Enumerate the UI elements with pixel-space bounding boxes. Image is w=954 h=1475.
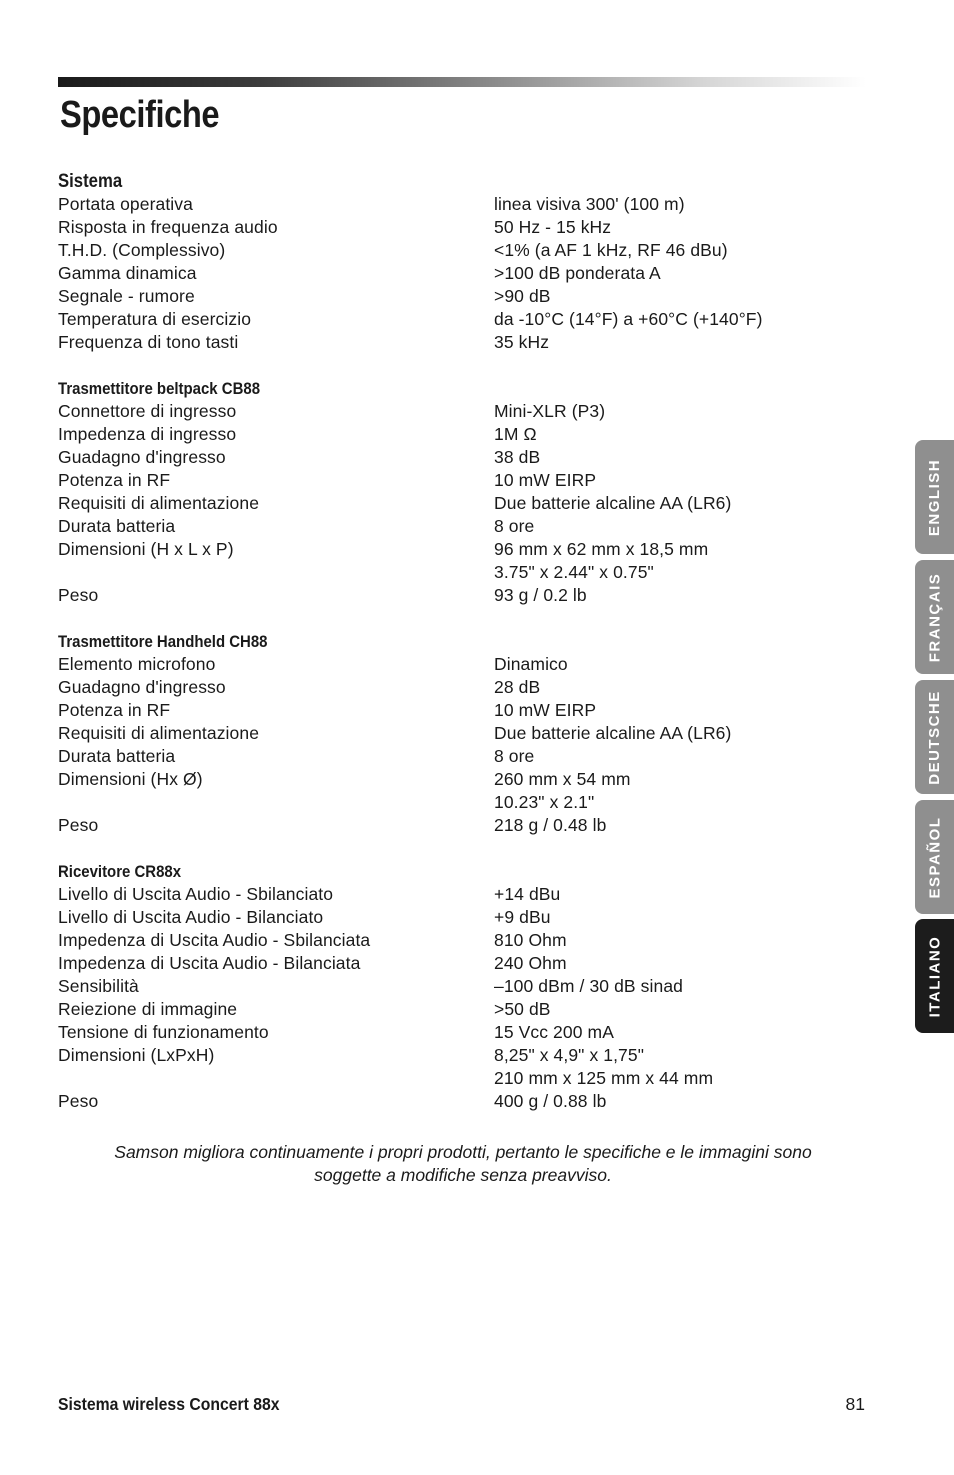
spec-row xyxy=(58,699,858,722)
spec-label: Impedenza di ingresso xyxy=(58,424,237,444)
spec-value: 8 ore xyxy=(494,746,535,766)
spec-row xyxy=(58,998,858,1021)
spec-value: Due batterie alcaline AA (LR6) xyxy=(494,493,732,513)
spec-label: Peso xyxy=(58,1091,99,1111)
spec-value: 93 g / 0.2 lb xyxy=(494,585,587,605)
spec-label: Peso xyxy=(58,815,99,835)
spec-row xyxy=(58,814,858,837)
spec-row xyxy=(58,331,858,354)
spec-label: Guadagno d'ingresso xyxy=(58,447,226,467)
spec-value: <1% (a AF 1 kHz, RF 46 dBu) xyxy=(494,240,728,260)
spec-label: Peso xyxy=(58,585,99,605)
spec-value: Dinamico xyxy=(494,654,568,674)
spec-label xyxy=(58,791,494,814)
page-title: Specifiche xyxy=(60,94,220,136)
spec-section-receiver xyxy=(58,860,858,1113)
spec-row xyxy=(58,446,858,469)
tab-deutsche[interactable] xyxy=(915,680,954,794)
spec-value: 1M Ω xyxy=(494,424,537,444)
spec-value: 96 mm x 62 mm x 18,5 mm xyxy=(494,539,709,559)
spec-value: 50 Hz - 15 kHz xyxy=(494,217,612,237)
spec-label: Gamma dinamica xyxy=(58,263,197,283)
spec-label: Livello di Uscita Audio - Bilanciato xyxy=(58,907,324,927)
spec-label: Potenza in RF xyxy=(58,700,171,720)
spec-value: +9 dBu xyxy=(494,907,551,927)
spec-row xyxy=(58,308,858,331)
spec-row xyxy=(58,1021,858,1044)
tab-label: ENGLISH xyxy=(926,458,943,536)
spec-value: >50 dB xyxy=(494,999,551,1019)
disclaimer-line: soggette a modifiche senza preavviso. xyxy=(314,1165,612,1185)
spec-value: 35 kHz xyxy=(494,332,550,352)
spec-row xyxy=(58,1090,858,1113)
tab-label: ITALIANO xyxy=(926,935,943,1017)
spec-label: T.H.D. (Complessivo) xyxy=(58,240,226,260)
spec-value: 218 g / 0.48 lb xyxy=(494,815,607,835)
disclaimer-note xyxy=(58,1141,868,1187)
spec-row xyxy=(58,400,858,423)
spec-label: Temperatura di esercizio xyxy=(58,309,252,329)
spec-label: Impedenza di Uscita Audio - Sbilanciata xyxy=(58,930,371,950)
header-gradient-bar xyxy=(58,77,866,87)
spec-value: 10 mW EIRP xyxy=(494,470,597,490)
spec-label: Sensibilità xyxy=(58,976,139,996)
tab-francais[interactable] xyxy=(915,560,954,674)
spec-value: –100 dBm / 30 dB sinad xyxy=(494,976,683,996)
spec-value: 8 ore xyxy=(494,516,535,536)
spec-value: 400 g / 0.88 lb xyxy=(494,1091,607,1111)
spec-label: Connettore di ingresso xyxy=(58,401,237,421)
footer-product-title: Sistema wireless Concert 88x xyxy=(58,1394,280,1414)
spec-label: Dimensioni (H x L x P) xyxy=(58,539,234,559)
spec-label: Reiezione di immagine xyxy=(58,999,238,1019)
tab-label: DEUTSCHE xyxy=(926,689,944,785)
spec-row xyxy=(58,975,858,998)
spec-value: 15 Vcc 200 mA xyxy=(494,1022,614,1042)
section-heading: Trasmettitore Handheld CH88 xyxy=(58,632,268,651)
spec-value: Due batterie alcaline AA (LR6) xyxy=(494,723,732,743)
spec-row xyxy=(58,745,858,768)
spec-row xyxy=(58,1044,858,1067)
spec-label: Impedenza di Uscita Audio - Bilanciata xyxy=(58,953,361,973)
spec-label: Livello di Uscita Audio - Sbilanciato xyxy=(58,884,334,904)
spec-value: 3.75" x 2.44" x 0.75" xyxy=(494,562,654,582)
spec-label: Tensione di funzionamento xyxy=(58,1022,269,1042)
spec-row xyxy=(58,561,858,584)
spec-row xyxy=(58,193,858,216)
spec-label: Dimensioni (LxPxH) xyxy=(58,1045,215,1065)
spec-value: 10.23" x 2.1" xyxy=(494,792,595,812)
spec-row xyxy=(58,722,858,745)
spec-row xyxy=(58,791,858,814)
spec-section-beltpack xyxy=(58,377,858,607)
spec-row xyxy=(58,423,858,446)
spec-label: Portata operativa xyxy=(58,194,193,214)
tab-label: ESPAÑOL xyxy=(926,816,943,898)
spec-row xyxy=(58,906,858,929)
spec-value: 28 dB xyxy=(494,677,541,697)
spec-label: Requisiti di alimentazione xyxy=(58,723,260,743)
spec-row xyxy=(58,653,858,676)
spec-label: Potenza in RF xyxy=(58,470,171,490)
spec-row xyxy=(58,1067,858,1090)
spec-label: Durata batteria xyxy=(58,746,176,766)
spec-label: Risposta in frequenza audio xyxy=(58,217,278,237)
spec-row xyxy=(58,285,858,308)
section-heading: Trasmettitore beltpack CB88 xyxy=(58,379,261,398)
spec-row xyxy=(58,883,858,906)
page-number: 81 xyxy=(845,1394,865,1414)
spec-value: >90 dB xyxy=(494,286,551,306)
spec-value: 8,25" x 4,9" x 1,75" xyxy=(494,1045,645,1065)
spec-label: Dimensioni (Hx Ø) xyxy=(58,769,203,789)
spec-value: 260 mm x 54 mm xyxy=(494,769,631,789)
tab-english[interactable] xyxy=(915,440,954,554)
tab-italiano[interactable] xyxy=(915,919,954,1033)
spec-value: +14 dBu xyxy=(494,884,561,904)
spec-row xyxy=(58,584,858,607)
spec-value: 810 Ohm xyxy=(494,930,567,950)
spec-label: Frequenza di tono tasti xyxy=(58,332,239,352)
spec-row xyxy=(58,515,858,538)
spec-value: 240 Ohm xyxy=(494,953,567,973)
spec-section-handheld xyxy=(58,630,858,837)
spec-value: 210 mm x 125 mm x 44 mm xyxy=(494,1068,714,1088)
spec-value: da -10°C (14°F) a +60°C (+140°F) xyxy=(494,309,763,329)
spec-list xyxy=(58,170,858,1113)
spec-label: Durata batteria xyxy=(58,516,176,536)
section-heading: Ricevitore CR88x xyxy=(58,862,182,881)
spec-row xyxy=(58,469,858,492)
spec-row xyxy=(58,239,858,262)
disclaimer-line: Samson migliora continuamente i propri prodotti, pertanto le specifiche e le immagini sono xyxy=(114,1142,812,1162)
spec-row xyxy=(58,929,858,952)
spec-section-sistema xyxy=(58,170,858,354)
spec-row xyxy=(58,676,858,699)
spec-label xyxy=(58,561,494,584)
spec-value: Mini-XLR (P3) xyxy=(494,401,606,421)
spec-label: Guadagno d'ingresso xyxy=(58,677,226,697)
spec-row xyxy=(58,262,858,285)
spec-label: Segnale - rumore xyxy=(58,286,195,306)
tab-label: FRANÇAIS xyxy=(926,572,943,662)
spec-value: 38 dB xyxy=(494,447,541,467)
spec-row xyxy=(58,538,858,561)
spec-value: 10 mW EIRP xyxy=(494,700,597,720)
spec-label: Requisiti di alimentazione xyxy=(58,493,260,513)
spec-label xyxy=(58,1067,494,1090)
spec-row xyxy=(58,952,858,975)
tab-espanol[interactable] xyxy=(915,800,954,914)
spec-value: >100 dB ponderata A xyxy=(494,263,661,283)
spec-value: linea visiva 300' (100 m) xyxy=(494,194,685,214)
spec-row xyxy=(58,768,858,791)
spec-label: Elemento microfono xyxy=(58,654,216,674)
spec-row xyxy=(58,216,858,239)
spec-row xyxy=(58,492,858,515)
section-heading: Sistema xyxy=(58,171,123,192)
